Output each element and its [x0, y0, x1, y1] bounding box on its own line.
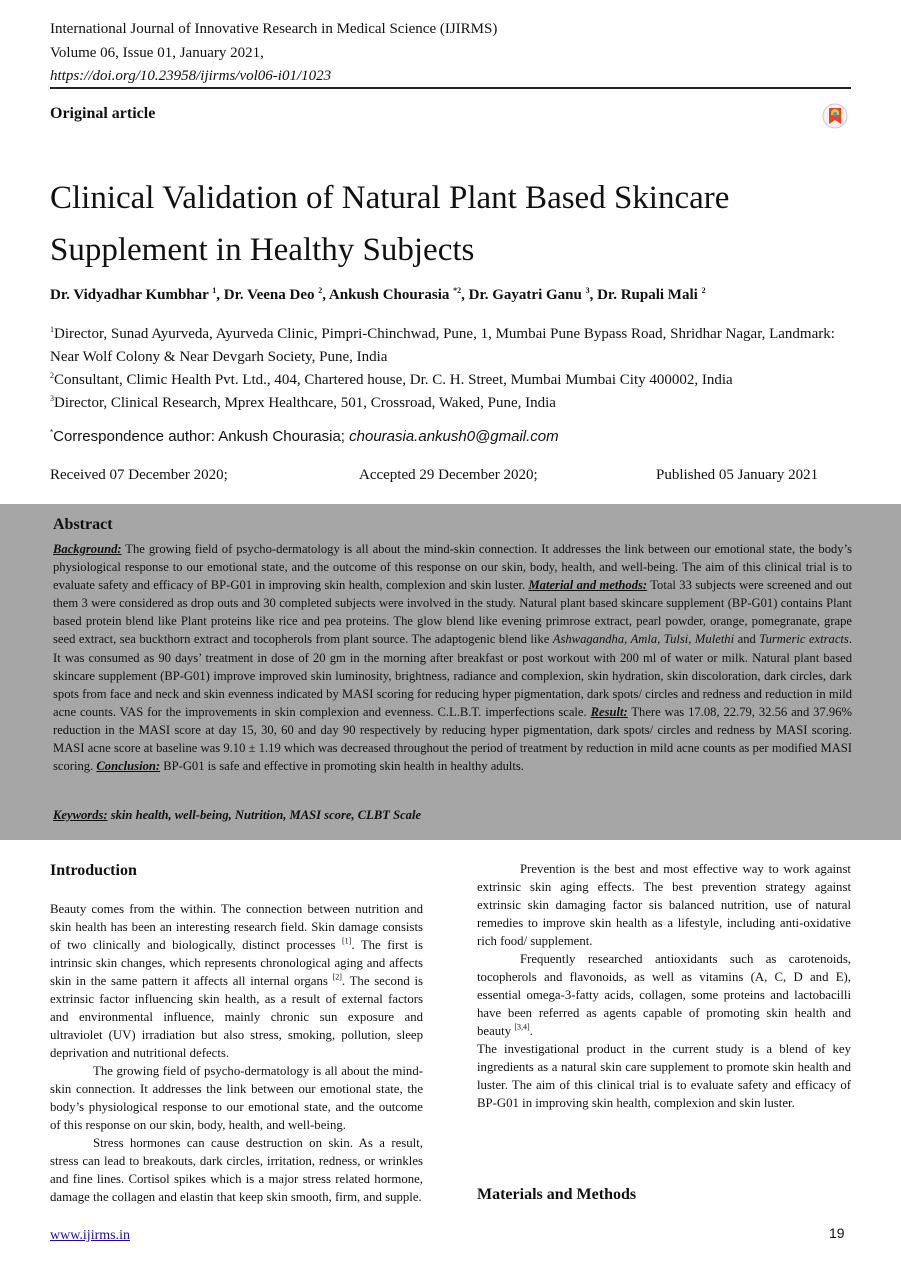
abstract-body	[53, 540, 852, 775]
crossmark-bookmark-icon[interactable]	[822, 103, 848, 129]
intro-p1-text: Beauty comes from the within. The connection between nutrition and skin health has been an interesting research field. Skin damage consists of two clinically and biologically, distinct processes	[50, 902, 423, 952]
correspondence	[50, 428, 559, 445]
author-separator: ,	[216, 287, 224, 303]
author-name: Ankush Chourasia	[328, 287, 450, 303]
affiliation-marker: 3	[50, 394, 54, 403]
introduction-column-left	[50, 900, 423, 1206]
methods-and: and	[734, 632, 760, 647]
author-affiliation-marker: 3	[585, 286, 590, 295]
author-name: Dr. Gayatri Ganu	[468, 287, 582, 303]
author-name: Dr. Veena Deo	[223, 287, 315, 303]
author-affiliation-marker: 2	[318, 286, 323, 295]
intro-p5-text: Frequently researched antioxidants such as carotenoids, tocopherols and flavonoids, as well as vitamins (A, C, D and E), essential omega-3-fatty acids, collagen, some proteins and lactobacilli have been referred as agents capable of promoting skin health and beauty	[477, 952, 851, 1038]
methods-heading: Materials and Methods	[477, 1186, 637, 1203]
intro-p5-end: .	[529, 1024, 533, 1038]
abstract-heading: Abstract	[53, 516, 113, 533]
intro-paragraph-4: Prevention is the best and most effective way to work against extrinsic skin aging effects. The best prevention strategy against extrinsic skin damaging factor sis balanced nutrition, use of natural remedies to improve skin health as a lifestyle, including anti-oxidative rich food/ supplement.	[477, 862, 851, 948]
affiliation-text: Consultant, Climic Health Pvt. Ltd., 404, Chartered house, Dr. C. H. Street, Mumbai Mumbai City 400002, India	[54, 372, 733, 388]
intro-paragraph-3: Stress hormones can cause destruction on skin. As a result, stress can lead to breakouts, dark circles, irritation, redness, or wrinkles and fine lines. Cortisol spikes which is a major stress related hormone, damage the collagen and elastin that keep skin smooth, firm, and supple.	[50, 1136, 423, 1204]
author-name: Dr. Rupali Mali	[597, 287, 698, 303]
intro-paragraph-5	[477, 950, 851, 1040]
correspondence-marker: *	[50, 428, 54, 437]
affiliation-text: Director, Sunad Ayurveda, Ayurveda Clinic, Pimpri-Chinchwad, Pune, 1, Mumbai Pune Bypass Road, Shridhar Nagar, Landmark: Near Wolf Colony & Near Devgarh Society, Pune, India	[50, 326, 835, 365]
author-name: Dr. Vidyadhar Kumbhar	[50, 287, 209, 303]
background-text: The growing field of psycho-dermatology is all about the mind-skin connection. It addresses the link between our emotional state, the body’s physiological response to our emotional state, and the outcome of this response on our skin, body, health, and well-being. The aim of this clinical trial is to evaluate safety and efficacy of BP-G01 in improving skin health, complexion and skin luster.	[53, 542, 852, 593]
affiliation-text: Director, Clinical Research, Mprex Healthcare, 501, Crossroad, Waked, Pune, India	[54, 395, 556, 411]
affiliation-1	[50, 323, 850, 369]
correspondence-email[interactable]: chourasia.ankush0@gmail.com	[349, 428, 559, 445]
affiliation-2	[50, 369, 850, 392]
affiliation-marker: 1	[50, 325, 54, 334]
citation-1[interactable]: [1]	[342, 936, 352, 946]
affiliation-3	[50, 392, 850, 415]
methods-text: Total 33 subjects were screened and out them 3 were considered as drop outs and 30 completed subjects were involved in the study. Natural plant based skincare supplement (BP-G01) contains Plant based protein blend like Plant proteins like rice and pea proteins. The glow blend like evening primrose extract, pearl powder, orange, pomegranate, grape seed extract, sea buckthorn extract and tocopherols from plant source. The adaptogenic blend like	[53, 578, 852, 647]
result-label: Result:	[590, 704, 628, 719]
intro-p1-text-2: . The first is intrinsic skin changes, which represents chronological aging and affects skin in the same pattern it affects all internal organs	[50, 938, 423, 988]
result-text: There was 17.08, 22.79, 32.56 and 37.96% reduction in the MASI score at day 15, 30, 60 and day 90 respectively by reducing hyper pigmentation, dark spots/ circles and redness by MASI scoring. MASI acne score at baseline was 9.10 ± 1.19 which was decreased throughout the period of treatment by reduction in mild acne counts as per modified MASI scoring.	[53, 704, 852, 774]
footer-website-link[interactable]: www.ijirms.in	[50, 1228, 130, 1243]
background-label: Background:	[53, 542, 122, 556]
intro-paragraph-2: The growing field of psycho-dermatology is all about the mind-skin connection. It addresses the link between our emotional state, the body’s physiological response to our emotional state, and the outcome of this response on our skin, body, health, and well-being.	[50, 1064, 423, 1132]
keywords-label: Keywords:	[53, 808, 108, 822]
author-list	[50, 287, 850, 304]
intro-paragraph-6: The investigational product in the current study is a blend of key ingredients as a natural skin care supplement to promote skin health and luster. The aim of this clinical trial is to evaluate safety and efficacy of BP-G01 in improving skin health, complexion and skin luster.	[477, 1042, 851, 1110]
author-affiliation-marker: *2	[453, 286, 462, 295]
journal-name: International Journal of Innovative Research in Medical Science (IJIRMS)	[50, 21, 498, 37]
methods-turmeric: Turmeric extracts	[759, 632, 849, 647]
author-separator: ,	[461, 287, 469, 303]
introduction-column-right	[477, 860, 851, 1112]
keywords-text: skin health, well-being, Nutrition, MASI score, CLBT Scale	[107, 808, 422, 822]
article-type: Original article	[50, 105, 156, 122]
affiliation-marker: 2	[50, 371, 54, 380]
volume-issue: Volume 06, Issue 01, January 2021,	[50, 45, 264, 61]
correspondence-label: Correspondence author: Ankush Chourasia;	[53, 428, 350, 445]
author-affiliation-marker: 1	[212, 286, 217, 295]
article-title: Clinical Validation of Natural Plant Based Skincare Supplement in Healthy Subjects	[50, 180, 730, 268]
citation-3-4[interactable]: [3,4]	[514, 1022, 530, 1032]
published-date: Published 05 January 2021	[656, 467, 819, 483]
doi-link[interactable]: https://doi.org/10.23958/ijirms/vol06-i01/1023	[50, 68, 332, 84]
header-rule	[50, 87, 851, 89]
page-number: 19	[829, 1225, 845, 1241]
author-separator: ,	[589, 287, 598, 303]
intro-p1-text-3: . The second is extrinsic factor influencing skin health, as a result of external factors and environmental influence, mainly chronic sun exposure and ultraviolet (UV) irradiation but also stress, smoking, pollution, sleep deprivation and nutritional defects.	[50, 974, 423, 1060]
introduction-heading: Introduction	[50, 862, 137, 879]
citation-2[interactable]: [2]	[332, 972, 342, 982]
author-separator: ,	[322, 287, 329, 303]
methods-text-2: . It was consumed as 90 days’ treatment in dose of 20 gm in the morning after breakfast or post workout with 200 ml of water or milk. Natural plant based skincare supplement (BP-G01) improve improved skin luminosity, brightness, radiance and complexion, skin hydration, skin discoloration, dark circles, dark spots from face and neck and skin evenness indicated by MASI scoring for reducing hyper pigmentation, dark spots/ circles and redness and reduction in mild acne counts. VAS for the improvements in skin complexion and evenness. C.L.B.T. imperfections scale.	[53, 632, 852, 719]
keywords	[53, 808, 421, 823]
conclusion-label: Conclusion:	[96, 759, 161, 774]
accepted-date: Accepted 29 December 2020;	[359, 467, 538, 483]
received-date: Received 07 December 2020;	[50, 467, 228, 483]
intro-paragraph-1	[50, 900, 423, 1062]
author-affiliation-marker: 2	[701, 286, 706, 295]
methods-label: Material and methods:	[528, 578, 648, 593]
methods-herbs: Ashwagandha, Amla, Tulsi, Mulethi	[552, 632, 735, 647]
conclusion-text: BP-G01 is safe and effective in promoting skin health in healthy adults.	[160, 759, 524, 774]
